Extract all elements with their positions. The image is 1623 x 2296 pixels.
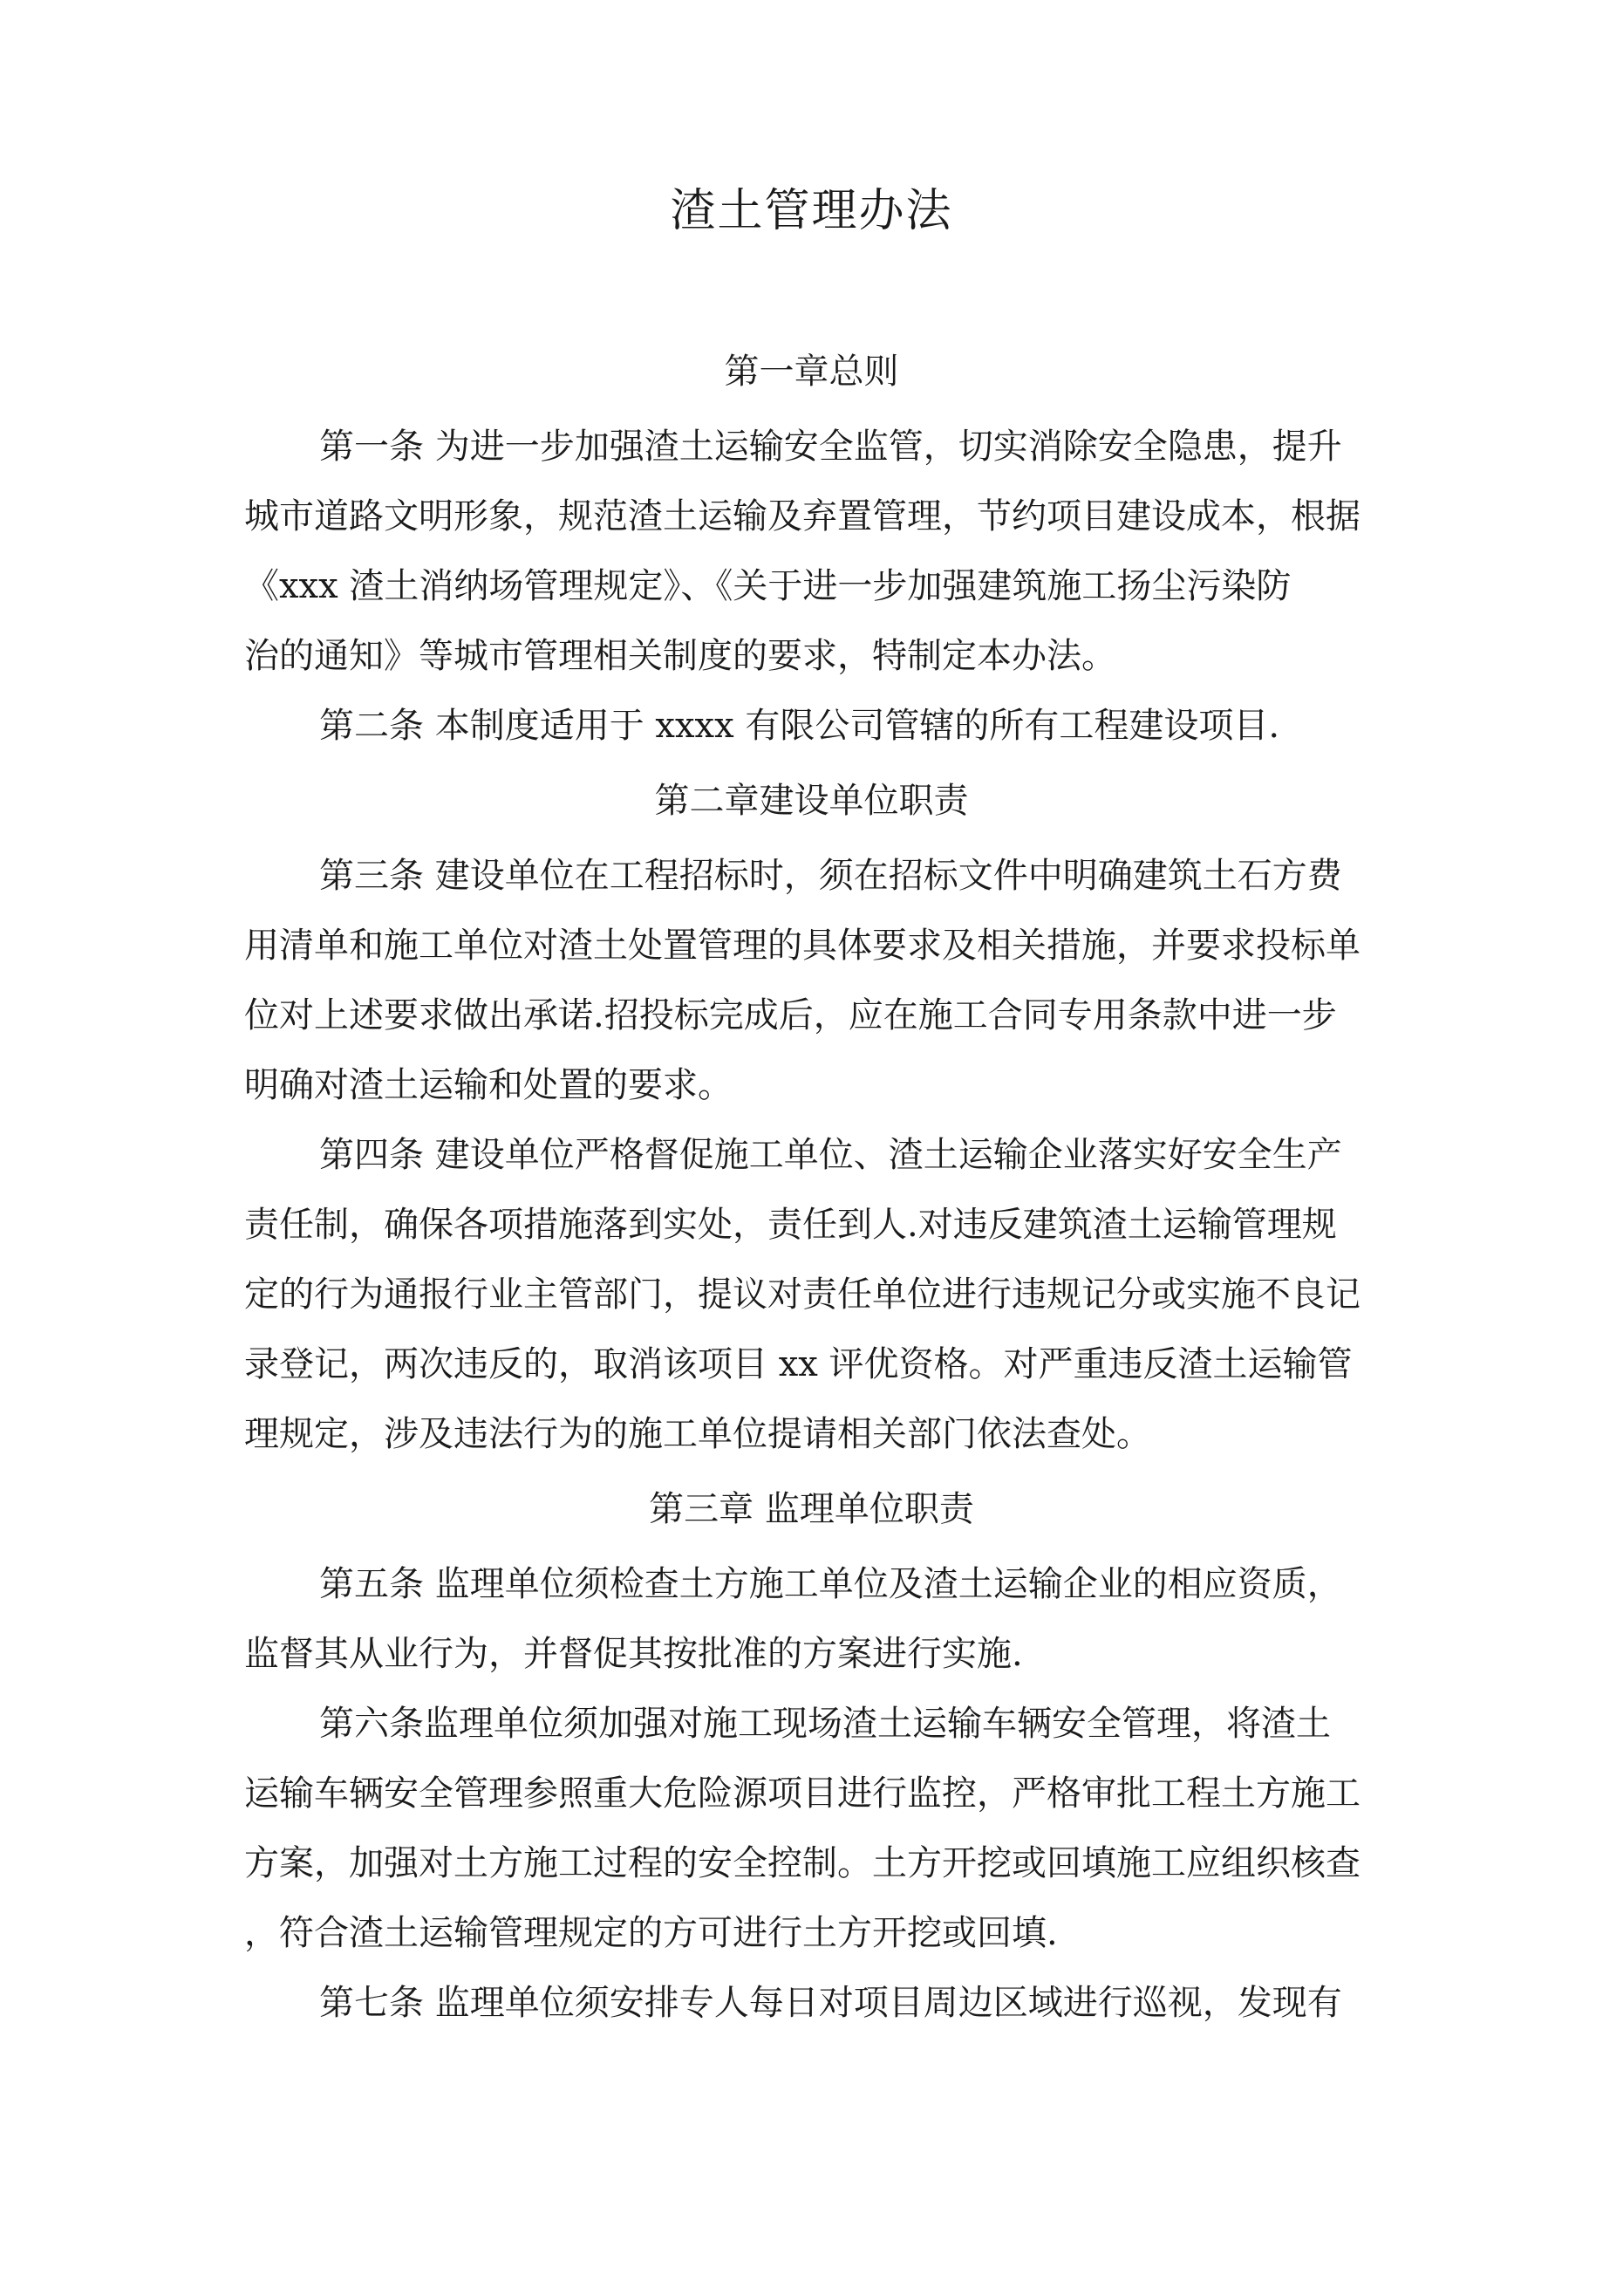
article-6-line: 运输车辆安全管理参照重大危险源项目进行监控，严格审批工程土方施工 — [244, 1773, 1360, 1814]
chapter-heading: 第二章建设单位职责 — [654, 781, 969, 821]
article-4-line: 定的行为通报行业主管部门，提议对责任单位进行违规记分或实施不良记 — [244, 1274, 1360, 1315]
article-1-line: 《xxx 渣土消纳场管理规定》、《关于进一步加强建筑施工扬尘污染防 — [244, 566, 1292, 606]
article-5-line: 监督其从业行为，并督促其按批准的方案进行实施. — [244, 1634, 1023, 1674]
article-4-line: 责任制，确保各项措施落到实处，责任到人.对违反建筑渣土运输管理规 — [244, 1205, 1337, 1245]
article-7-line: 第七条 监理单位须安排专人每日对项目周边区域进行巡视，发现有 — [319, 1983, 1342, 2023]
article-4-line: 第四条 建设单位严格督促施工单位、渣土运输企业落实好安全生产 — [319, 1135, 1342, 1175]
article-4-line: 理规定，涉及违法行为的施工单位提请相关部门依法查处。 — [244, 1414, 1151, 1454]
chapter-heading: 第三章 监理单位职责 — [649, 1489, 974, 1529]
article-4-line: 录登记，两次违反的，取消该项目 xx 评优资格。对严重违反渣土运输管 — [244, 1344, 1353, 1384]
article-5-line: 第五条 监理单位须检查土方施工单位及渣土运输企业的相应资质， — [319, 1564, 1342, 1604]
document-title: 渣土管理办法 — [670, 185, 953, 237]
article-3-line: 用清单和施工单位对渣土处置管理的具体要求及相关措施，并要求投标单 — [244, 926, 1360, 966]
article-1-line: 第一条 为进一步加强渣土运输安全监管，切实消除安全隐患，提升 — [319, 427, 1342, 467]
article-3-line: 明确对渣土运输和处置的要求。 — [244, 1065, 733, 1105]
article-1-line: 城市道路文明形象，规范渣土运输及弃置管理，节约项目建设成本，根据 — [244, 496, 1360, 536]
article-6-line: 方案，加强对土方施工过程的安全控制。土方开挖或回填施工应组织核查 — [244, 1843, 1360, 1883]
article-1-line: 治的通知》等城市管理相关制度的要求，特制定本办法。 — [244, 636, 1116, 676]
article-6-line: 第六条监理单位须加强对施工现场渣土运输车辆安全管理，将渣土 — [319, 1704, 1331, 1744]
chapter-heading: 第一章总则 — [724, 352, 899, 392]
article-3-line: 第三条 建设单位在工程招标时，须在招标文件中明确建筑土石方费 — [319, 856, 1342, 896]
article-2-line: 第二条 本制度适用于 xxxx 有限公司管辖的所有工程建设项目. — [319, 706, 1280, 746]
article-6-line: ，符合渣土运输管理规定的方可进行土方开挖或回填. — [244, 1913, 1058, 1953]
article-3-line: 位对上述要求做出承诺.招投标完成后，应在施工合同专用条款中进一步 — [244, 995, 1337, 1035]
